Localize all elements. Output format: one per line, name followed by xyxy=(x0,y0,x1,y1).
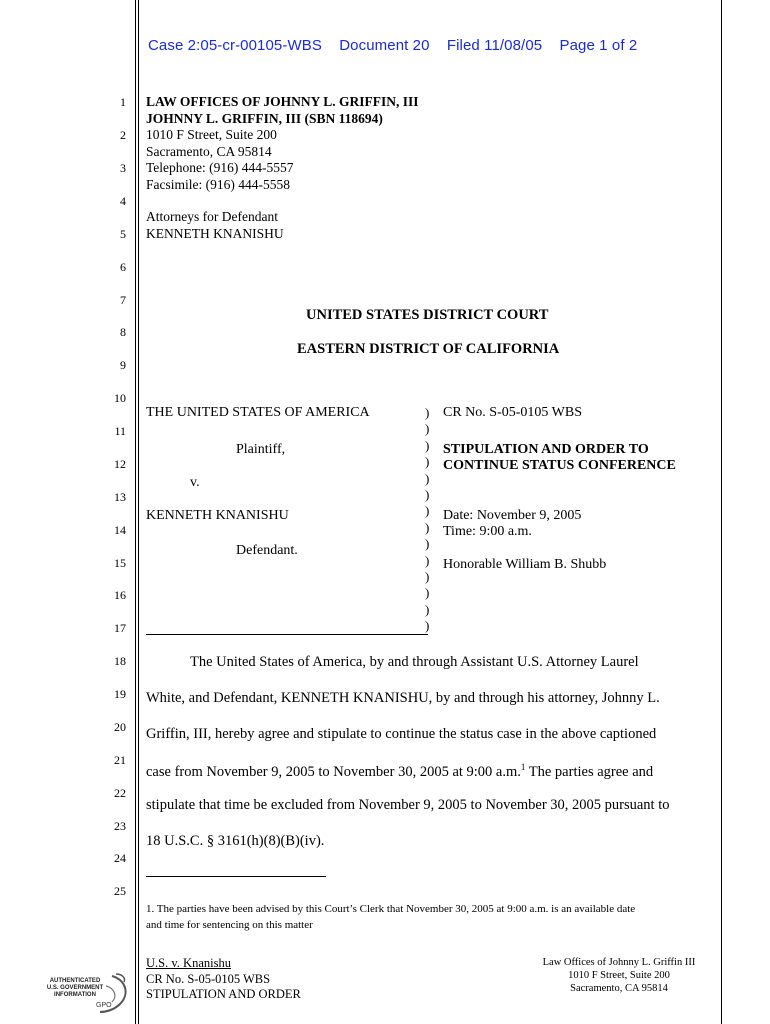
line-number: 4 xyxy=(120,194,126,208)
attorney-for-block xyxy=(146,209,284,242)
address-city: Sacramento, CA 95814 xyxy=(146,143,272,159)
case-number: CR No. S-05-0105 WBS xyxy=(443,405,582,420)
footer-case-info xyxy=(146,956,301,1003)
line-number: 15 xyxy=(114,556,126,570)
footer-document-title: STIPULATION AND ORDER xyxy=(146,987,301,1001)
address-street: 1010 F Street, Suite 200 xyxy=(146,127,277,142)
line-number: 16 xyxy=(114,588,126,602)
line-number: 5 xyxy=(120,227,126,241)
law-office-name: LAW OFFICES OF JOHNNY L. GRIFFIN, III xyxy=(146,94,419,109)
seal-line-1: AUTHENTICATED xyxy=(49,978,101,984)
footnote-text xyxy=(146,901,635,933)
line-number: 1 xyxy=(120,95,126,109)
footer-case-name: U.S. v. Knanishu xyxy=(146,956,231,970)
footer-office-street: 1010 F Street, Suite 200 xyxy=(568,970,670,981)
line-number: 21 xyxy=(114,753,126,767)
facsimile: Facsimile: (916) 444-5558 xyxy=(146,176,290,192)
line-number: 12 xyxy=(114,457,126,471)
line-number: 14 xyxy=(114,523,126,537)
caption-underline xyxy=(146,634,428,635)
case-number-stamp: Case 2:05-cr-00105-WBS xyxy=(148,37,322,54)
hearing-date: Date: November 9, 2005 xyxy=(443,508,582,523)
seal-line-2: U.S. GOVERNMENT xyxy=(46,985,104,991)
body-line-5: stipulate that time be excluded from November 9, 2005 to November 30, 2005 pursuant to xyxy=(146,797,670,813)
footer-case-number: CR No. S-05-0105 WBS xyxy=(146,971,271,986)
footer-law-office xyxy=(530,956,708,995)
plaintiff-role: Plaintiff, xyxy=(236,442,286,457)
footer-office-name: Law Offices of Johnny L. Griffin III xyxy=(542,957,696,968)
defendant-name: KENNETH KNANISHU xyxy=(146,508,289,523)
hearing-time: Time: 9:00 a.m. xyxy=(443,524,532,539)
footnote-line-1: 1. The parties have been advised by this Court’s Clerk that November 30, 2005 at 9:00 a.m. is an available date xyxy=(146,903,636,915)
plaintiff-name: THE UNITED STATES OF AMERICA xyxy=(146,405,370,420)
footnote-separator xyxy=(146,876,326,877)
body-line-4-text: case from November 9, 2005 to November 30, 2005 at 9:00 a.m. xyxy=(146,763,521,780)
line-number: 13 xyxy=(114,490,126,504)
line-number: 20 xyxy=(114,720,126,734)
attorneys-for-label: Attorneys for Defendant xyxy=(146,209,278,224)
judge-name: Honorable William B. Shubb xyxy=(443,557,607,572)
line-number: 8 xyxy=(120,325,126,339)
footnote-line-2: and time for sentencing on this matter xyxy=(146,919,313,931)
body-line-6: 18 U.S.C. § 3161(h)(8)(B)(iv). xyxy=(146,833,325,849)
court-name: UNITED STATES DISTRICT COURT xyxy=(306,307,549,323)
client-name: KENNETH KNANISHU xyxy=(146,225,284,241)
line-number: 3 xyxy=(120,161,126,175)
line-number: 19 xyxy=(114,687,126,701)
line-number: 7 xyxy=(120,293,126,307)
caption-parentheses: ) ) ) ) ) ) ) ) ) ) ) ) ) ) xyxy=(425,405,430,634)
page-count-stamp: Page 1 of 2 xyxy=(559,37,638,54)
body-line-1: The United States of America, by and through Assistant U.S. Attorney Laurel xyxy=(190,654,639,670)
line-number: 18 xyxy=(114,654,126,668)
line-number: 22 xyxy=(114,786,126,800)
document-number-stamp: Document 20 xyxy=(339,37,430,54)
line-number: 6 xyxy=(120,260,126,274)
line-number: 2 xyxy=(120,128,126,142)
right-margin-rule xyxy=(721,0,722,1024)
line-number: 10 xyxy=(114,391,126,405)
line-number: 9 xyxy=(120,358,126,372)
left-margin-rule-outer xyxy=(135,0,136,1024)
attorney-block xyxy=(146,94,419,193)
body-line-4 xyxy=(146,762,653,781)
line-number: 25 xyxy=(114,884,126,898)
line-number: 23 xyxy=(114,819,126,833)
seal-line-3: INFORMATION xyxy=(54,992,96,998)
body-line-3: Griffin, III, hereby agree and stipulate to continue the status case in the above captioned xyxy=(146,726,657,742)
left-margin-rule-inner xyxy=(138,0,139,1024)
filed-date-stamp: Filed 11/08/05 xyxy=(446,37,543,54)
seal-gpo-label: GPO xyxy=(96,1002,112,1009)
line-number: 11 xyxy=(114,424,126,438)
court-district: EASTERN DISTRICT OF CALIFORNIA xyxy=(297,341,560,357)
telephone: Telephone: (916) 444-5557 xyxy=(146,160,294,175)
attorney-name: JOHNNY L. GRIFFIN, III (SBN 118694) xyxy=(146,110,383,126)
body-line-2: White, and Defendant, KENNETH KNANISHU, by and through his attorney, Johnny L. xyxy=(146,690,660,706)
document-title-line1: STIPULATION AND ORDER TO xyxy=(443,442,649,457)
document-title-line2: CONTINUE STATUS CONFERENCE xyxy=(443,458,676,473)
footnote-reference: 1 xyxy=(520,762,526,772)
versus: v. xyxy=(190,475,200,490)
footer-office-city: Sacramento, CA 95814 xyxy=(570,983,668,994)
line-number: 24 xyxy=(114,851,126,865)
filing-stamp-header xyxy=(148,37,650,54)
gpo-authentication-seal xyxy=(40,972,132,1016)
line-number: 17 xyxy=(114,621,126,635)
body-line-4-continuation: The parties agree and xyxy=(525,763,654,780)
defendant-role: Defendant. xyxy=(236,543,298,558)
